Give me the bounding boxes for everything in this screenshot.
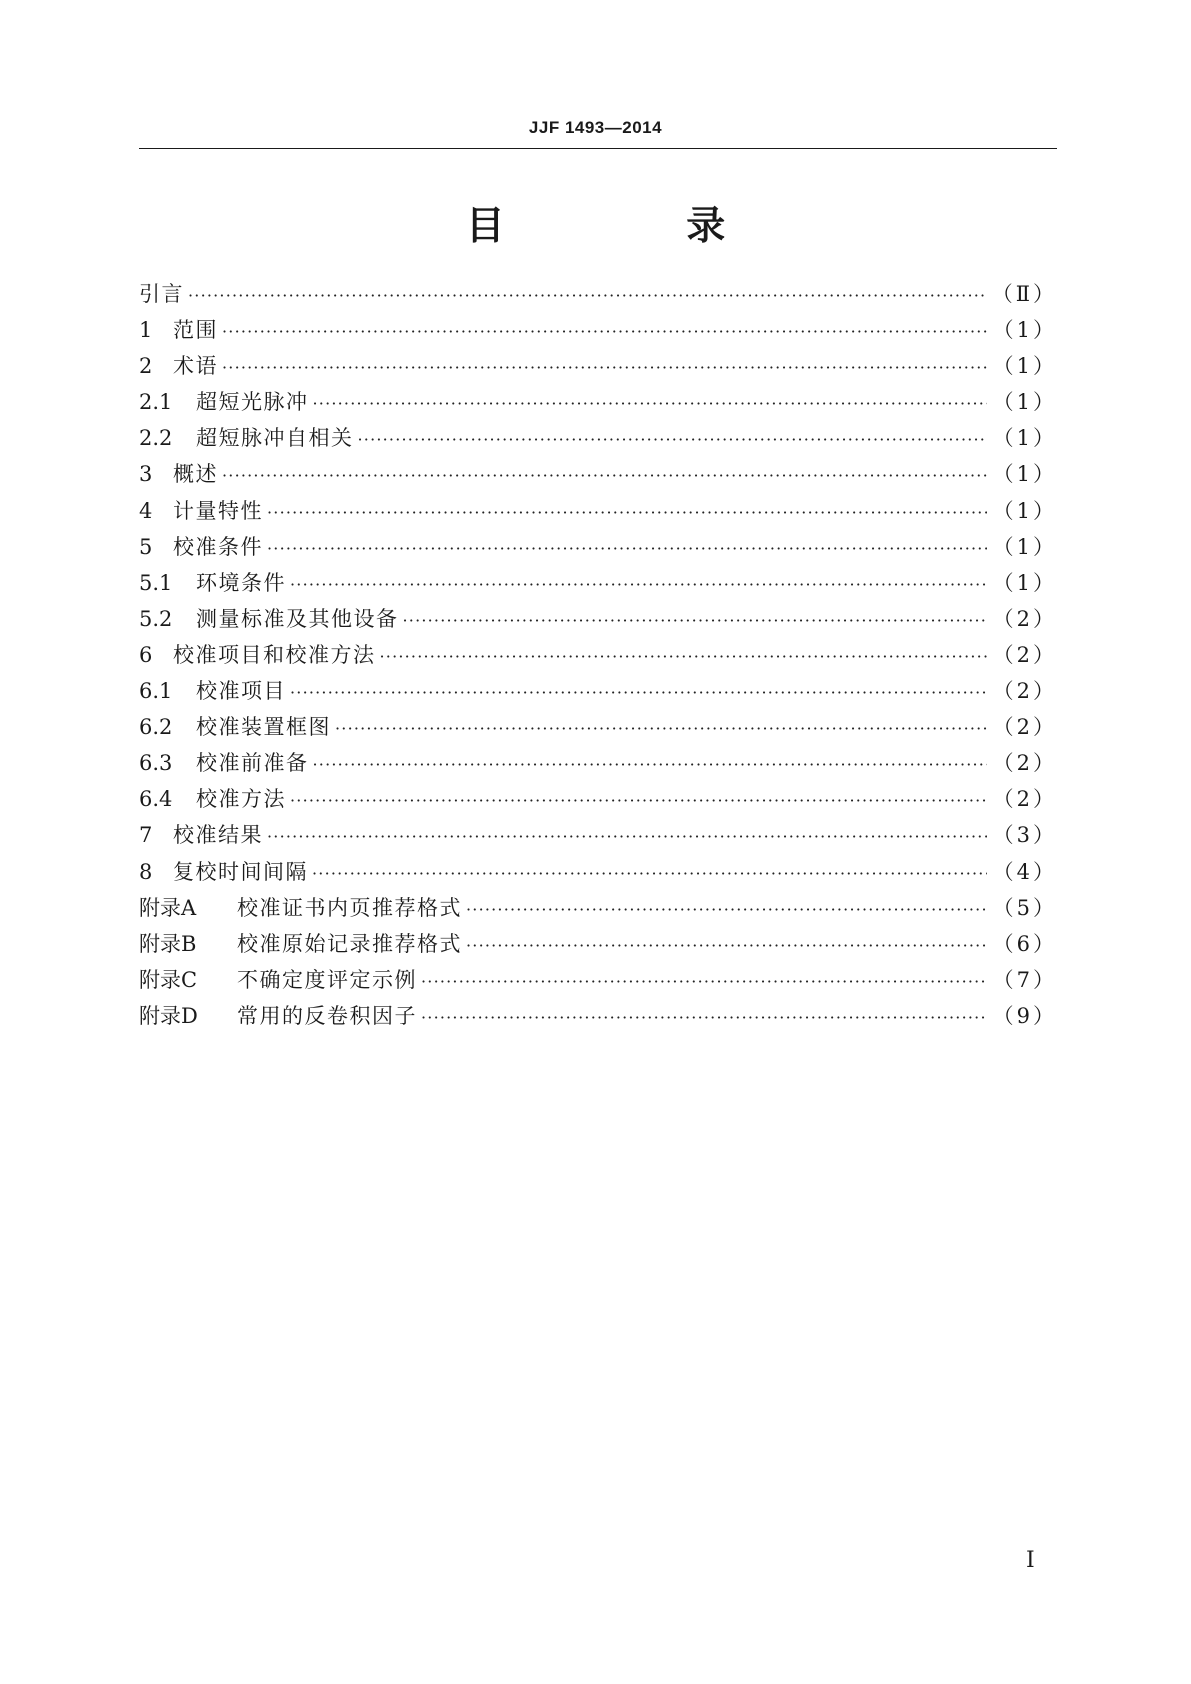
toc-entry-number: 6.1: [139, 679, 173, 704]
toc-entry[interactable]: [139, 890, 1057, 926]
toc-entry[interactable]: [139, 420, 1057, 456]
dot-leader: [312, 856, 987, 892]
toc-entry-text: 常用的反卷积因子: [237, 1003, 417, 1028]
toc-entry-number: 6.2: [139, 715, 173, 740]
toc-entry-page: （1）: [992, 498, 1057, 523]
toc-entry[interactable]: [139, 348, 1057, 384]
document-code: JJF 1493—2014: [528, 118, 663, 137]
toc-entry-page: （1）: [992, 570, 1057, 595]
toc-entry[interactable]: [139, 276, 1057, 312]
toc-entry-page: （3）: [992, 823, 1057, 848]
dot-leader: [421, 964, 987, 1000]
toc-entry[interactable]: [139, 312, 1057, 348]
dot-leader: [222, 314, 987, 350]
toc-entry-page: （2）: [992, 642, 1057, 667]
toc-entry-page: （2）: [992, 751, 1057, 776]
toc-entry-text: 不确定度评定示例: [237, 967, 417, 992]
toc-entry-text: 校准证书内页推荐格式: [237, 895, 462, 920]
toc-entry-number: 附录A: [139, 895, 197, 920]
toc-entry-page: （1）: [992, 534, 1057, 559]
dot-leader: [222, 458, 987, 494]
dot-leader: [358, 422, 987, 458]
dot-leader: [403, 603, 987, 639]
toc-entry-number: 1: [139, 318, 153, 343]
toc-entry-number: 5.2: [139, 606, 173, 631]
toc-entry[interactable]: [139, 637, 1057, 673]
toc-entry-number: 5.1: [139, 570, 173, 595]
toc-entry-page: （1）: [992, 390, 1057, 415]
toc-entry-page: （1）: [992, 462, 1057, 487]
toc-entry[interactable]: [139, 456, 1057, 492]
toc-entry-number: 2.2: [139, 426, 173, 451]
toc-entry-page: （2）: [992, 606, 1057, 631]
toc-entry-page: （6）: [992, 931, 1057, 956]
toc-entry-number: 附录C: [139, 967, 198, 992]
toc-entry-text: 计量特性: [173, 498, 263, 523]
toc-entry[interactable]: [139, 493, 1057, 529]
toc-entry-text: 校准前准备: [196, 751, 309, 776]
header-rule: [139, 148, 1057, 149]
toc-entry[interactable]: [139, 817, 1057, 853]
toc-entry[interactable]: [139, 673, 1057, 709]
toc-entry-text: 超短脉冲自相关: [196, 426, 354, 451]
dot-leader: [290, 675, 987, 711]
page-title: 目 录: [465, 204, 810, 249]
toc-entry-text: 复校时间间隔: [173, 859, 308, 884]
toc-entry-page: （1）: [992, 318, 1057, 343]
toc-entry-text: 校准装置框图: [196, 715, 331, 740]
toc-entry-text: 校准项目和校准方法: [173, 642, 376, 667]
toc-entry[interactable]: [139, 962, 1057, 998]
toc-entry-number: 7: [139, 823, 153, 848]
toc-entry[interactable]: [139, 601, 1057, 637]
dot-leader: [466, 928, 987, 964]
dot-leader: [290, 567, 987, 603]
toc-entry-text: 校准方法: [196, 787, 286, 812]
toc-entry-number: 附录D: [139, 1003, 198, 1028]
toc-entry-page: （2）: [992, 679, 1057, 704]
toc-entry-text: 范围: [173, 318, 218, 343]
toc-entry[interactable]: [139, 998, 1057, 1034]
dot-leader: [267, 495, 987, 531]
toc-entry-text: 引言: [139, 282, 184, 306]
toc-entry-text: 术语: [173, 354, 218, 379]
dot-leader: [267, 531, 987, 567]
dot-leader: [466, 892, 987, 928]
toc-entry-number: 6.3: [139, 751, 173, 776]
toc-entry-number: 4: [139, 498, 153, 523]
toc-entry-text: 环境条件: [196, 570, 286, 595]
dot-leader: [188, 278, 986, 314]
dot-leader: [290, 783, 987, 819]
toc-entry-page: （4）: [992, 859, 1057, 884]
toc-entry-text: 校准项目: [196, 679, 286, 704]
dot-leader: [313, 747, 987, 783]
dot-leader: [313, 386, 987, 422]
toc-entry-page: （7）: [992, 967, 1057, 992]
table-of-contents: [139, 276, 1057, 1034]
toc-entry-text: 测量标准及其他设备: [196, 606, 399, 631]
toc-entry[interactable]: [139, 709, 1057, 745]
dot-leader: [380, 639, 987, 675]
toc-entry-text: 校准条件: [173, 534, 263, 559]
toc-entry-text: 校准原始记录推荐格式: [237, 931, 462, 956]
toc-entry-number: 6: [139, 642, 153, 667]
toc-entry-page: （2）: [992, 787, 1057, 812]
toc-entry-text: 校准结果: [173, 823, 263, 848]
dot-leader: [421, 1000, 987, 1036]
toc-entry-number: 2.1: [139, 390, 173, 415]
toc-entry[interactable]: [139, 384, 1057, 420]
toc-entry-text: 概述: [173, 462, 218, 487]
toc-entry[interactable]: [139, 565, 1057, 601]
toc-entry-number: 5: [139, 534, 153, 559]
toc-entry-page: （9）: [992, 1003, 1057, 1028]
toc-entry-page: （1）: [992, 354, 1057, 379]
toc-entry-page: （1）: [992, 426, 1057, 451]
dot-leader: [335, 711, 987, 747]
toc-entry-number: 附录B: [139, 931, 197, 956]
toc-entry[interactable]: [139, 745, 1057, 781]
toc-entry[interactable]: [139, 854, 1057, 890]
toc-entry[interactable]: [139, 926, 1057, 962]
toc-entry-page: （5）: [992, 895, 1057, 920]
dot-leader: [222, 350, 987, 386]
toc-entry-page: （Ⅱ）: [991, 282, 1057, 306]
page-number: Ⅰ: [1026, 1548, 1035, 1573]
toc-entry-number: 6.4: [139, 787, 173, 812]
toc-entry-page: （2）: [992, 715, 1057, 740]
dot-leader: [267, 819, 987, 855]
toc-entry[interactable]: [139, 529, 1057, 565]
toc-entry-text: 超短光脉冲: [196, 390, 309, 415]
toc-entry-number: 3: [139, 462, 153, 487]
toc-entry-number: 2: [139, 354, 153, 379]
toc-entry-number: 8: [139, 859, 153, 884]
toc-entry[interactable]: [139, 781, 1057, 817]
